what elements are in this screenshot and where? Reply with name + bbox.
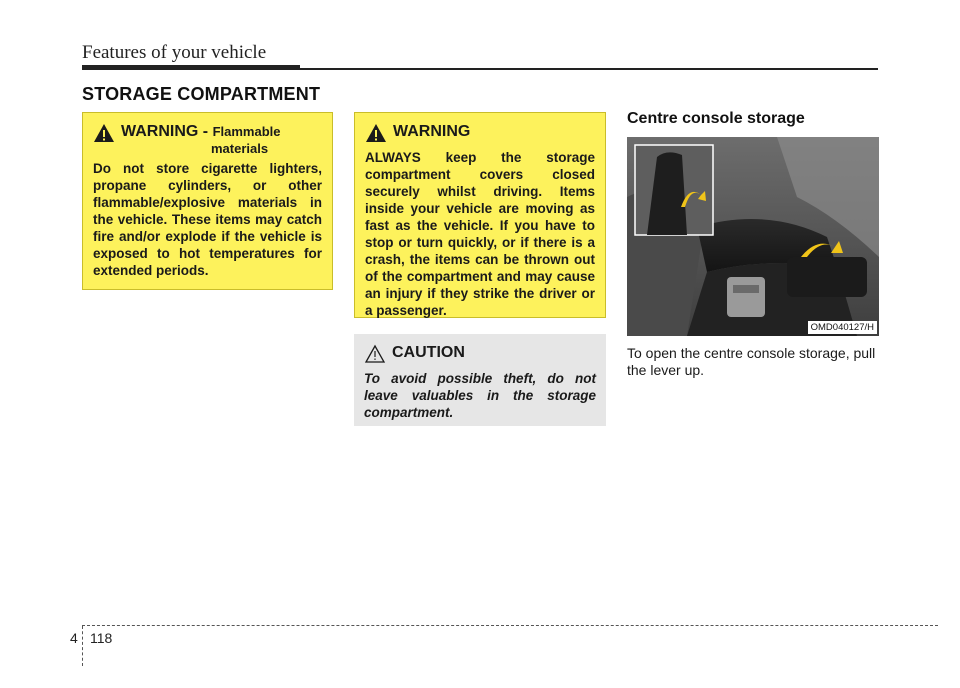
warning-triangle-icon [93, 123, 115, 143]
warning-header [365, 123, 595, 143]
warning-subtitle-line2: materials [211, 141, 269, 156]
warning-title: WARNING [393, 123, 471, 140]
warning-box-flammable [82, 112, 333, 290]
warning-triangle-icon [365, 123, 387, 143]
footer-rule [82, 625, 938, 626]
warning-body: ALWAYS keep the storage compartment covers closed securely whilst driving. Items inside your vehicle are moving as fast as the vehicle. If you have to stop or turn quickly, or if there is a crash, the items can be thrown out of the compartment and may cause an injury if they strike the driver or a passenger. [365, 150, 595, 318]
warning-title: WARNING - [121, 123, 209, 140]
caution-triangle-icon [364, 344, 386, 364]
section-title: STORAGE COMPARTMENT [82, 84, 321, 104]
console-photo [627, 137, 879, 336]
caution-header [364, 344, 596, 364]
warning-body: Do not store cigarette lighters, propane cylinders, or other flammable/explosive materials in the vehicle. These items may catch fire and/or explode if the vehicle is exposed to hot temperatures for extended periods. [93, 161, 322, 278]
caution-body: To avoid possible theft, do not leave valuables in the storage compartment. [364, 371, 596, 420]
header-rule [82, 68, 878, 70]
console-title: Centre console storage [627, 110, 805, 127]
chapter-number: 4 [70, 630, 78, 646]
caution-title: CAUTION [392, 344, 465, 361]
warning-header [93, 123, 322, 143]
caution-box [354, 334, 606, 426]
footer-divider [82, 626, 83, 666]
console-illustration [627, 137, 879, 336]
page-number: 118 [90, 630, 113, 646]
image-code: OMD040127/H [808, 321, 877, 334]
console-body: To open the centre console storage, pull the lever up. [627, 345, 876, 378]
warning-subtitle: Flammable [212, 124, 281, 139]
warning-box-storage [354, 112, 606, 318]
header-title: Features of your vehicle [82, 42, 267, 63]
